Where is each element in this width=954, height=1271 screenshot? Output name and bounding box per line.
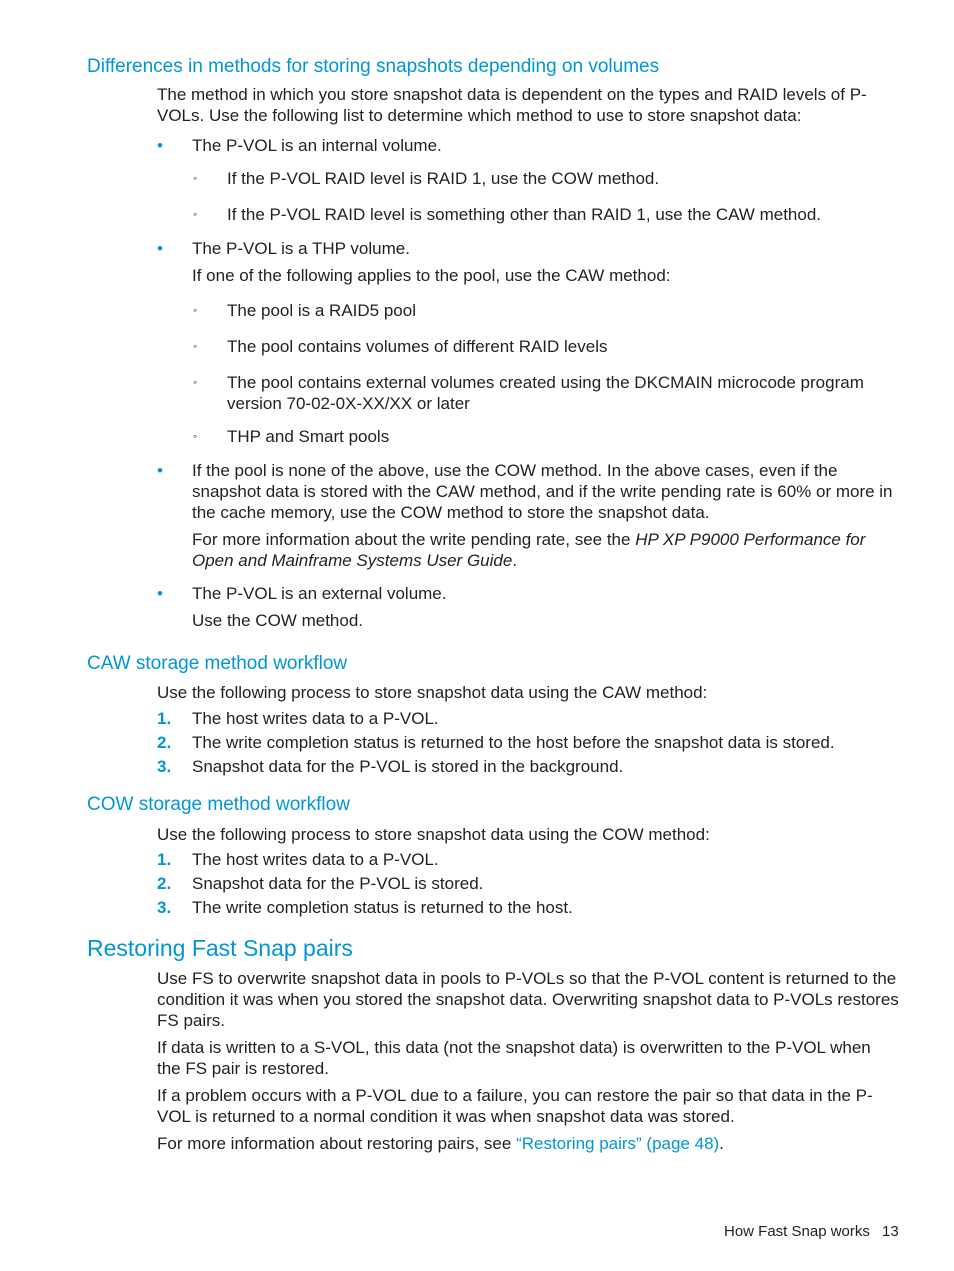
cow-step: Snapshot data for the P-VOL is stored.: [192, 874, 484, 893]
page-number: 13: [882, 1223, 899, 1240]
sub-bullet-thp-smart: THP and Smart pools: [227, 427, 390, 446]
bullet-marker: [157, 583, 165, 591]
section-heading-restoring: Restoring Fast Snap pairs: [87, 935, 353, 961]
step-number: 1.: [157, 850, 172, 869]
sub-bullet-external-volumes: The pool contains external volumes created using the DKCMAIN microcode program version 70-02-0X-XX/XX or later: [227, 373, 864, 413]
caw-step: The write completion status is returned to the host before the snapshot data is stored.: [192, 733, 835, 752]
sub-bullet-marker: [193, 336, 197, 357]
sub-bullet-marker: [193, 204, 197, 225]
cow-step: The write completion status is returned to the host.: [192, 898, 573, 917]
sub-bullet-marker: [193, 372, 197, 393]
section-intro: The method in which you store snapshot data is dependent on the types and RAID levels of P-VOLs. Use the following list to determine which method to use to store snapshot data:: [157, 85, 867, 125]
bullet-marker: [157, 135, 165, 143]
bullet-none-of-above: If the pool is none of the above, use the COW method. In the above cases, even if the snapshot data is stored with the CAW method, and if the write pending rate is 60% or more in the cache memory, use the COW method to store the snapshot data.: [192, 461, 893, 522]
restore-reference: For more information about restoring pairs, see “Restoring pairs” (page 48).: [157, 1134, 724, 1153]
bullet-marker: [157, 460, 165, 468]
section-heading-caw: CAW storage method workflow: [87, 653, 348, 674]
guide-title: HP XP P9000 Performance for Open and Mainframe Systems User Guide: [192, 530, 866, 570]
step-number: 2.: [157, 874, 172, 893]
sub-bullet-raid1: If the P-VOL RAID level is RAID 1, use the COW method.: [227, 169, 660, 188]
step-number: 3.: [157, 898, 172, 917]
sub-bullet-marker: [193, 168, 197, 189]
restore-paragraph: If a problem occurs with a P-VOL due to a failure, you can restore the pair so that data in the P-VOL is returned to a normal condition it was when snapshot data was stored.: [157, 1086, 873, 1126]
write-pending-reference: For more information about the write pending rate, see the HP XP P9000 Performance for Open and Mainframe Systems User Guide.: [192, 530, 866, 570]
caw-step: Snapshot data for the P-VOL is stored in the background.: [192, 757, 624, 776]
thp-pool-condition: If one of the following applies to the pool, use the CAW method:: [192, 266, 671, 285]
sub-bullet-other-raid: If the P-VOL RAID level is something other than RAID 1, use the CAW method.: [227, 205, 822, 224]
caw-intro: Use the following process to store snapshot data using the CAW method:: [157, 683, 708, 702]
step-number: 1.: [157, 709, 172, 728]
bullet-marker: [157, 238, 165, 246]
sub-bullet-marker: [193, 300, 197, 321]
bullet-thp-volume: The P-VOL is a THP volume.: [192, 239, 410, 258]
restore-paragraph: Use FS to overwrite snapshot data in pools to P-VOLs so that the P-VOL content is returned to the condition it was when you stored the snapshot data. Overwriting snapshot data to P-VOLs restores FS pairs.: [157, 969, 899, 1030]
section-heading-differences: Differences in methods for storing snapshots depending on volumes: [87, 56, 660, 77]
sub-bullet-different-raid: The pool contains volumes of different RAID levels: [227, 337, 608, 356]
bullet-internal-volume: The P-VOL is an internal volume.: [192, 136, 442, 155]
section-heading-cow: COW storage method workflow: [87, 794, 350, 815]
caw-step: The host writes data to a P-VOL.: [192, 709, 439, 728]
cow-intro: Use the following process to store snapshot data using the COW method:: [157, 825, 710, 844]
sub-bullet-marker: [193, 426, 197, 447]
restoring-pairs-link[interactable]: “Restoring pairs” (page 48): [516, 1134, 720, 1153]
cow-step: The host writes data to a P-VOL.: [192, 850, 439, 869]
restore-paragraph: If data is written to a S-VOL, this data (not the snapshot data) is overwritten to the P-VOL when the FS pair is restored.: [157, 1038, 871, 1078]
bullet-external-volume: The P-VOL is an external volume.: [192, 584, 447, 603]
sub-bullet-raid5-pool: The pool is a RAID5 pool: [227, 301, 416, 320]
footer-section-title: How Fast Snap works: [724, 1223, 870, 1240]
use-cow-method: Use the COW method.: [192, 611, 364, 630]
step-number: 3.: [157, 757, 172, 776]
step-number: 2.: [157, 733, 172, 752]
